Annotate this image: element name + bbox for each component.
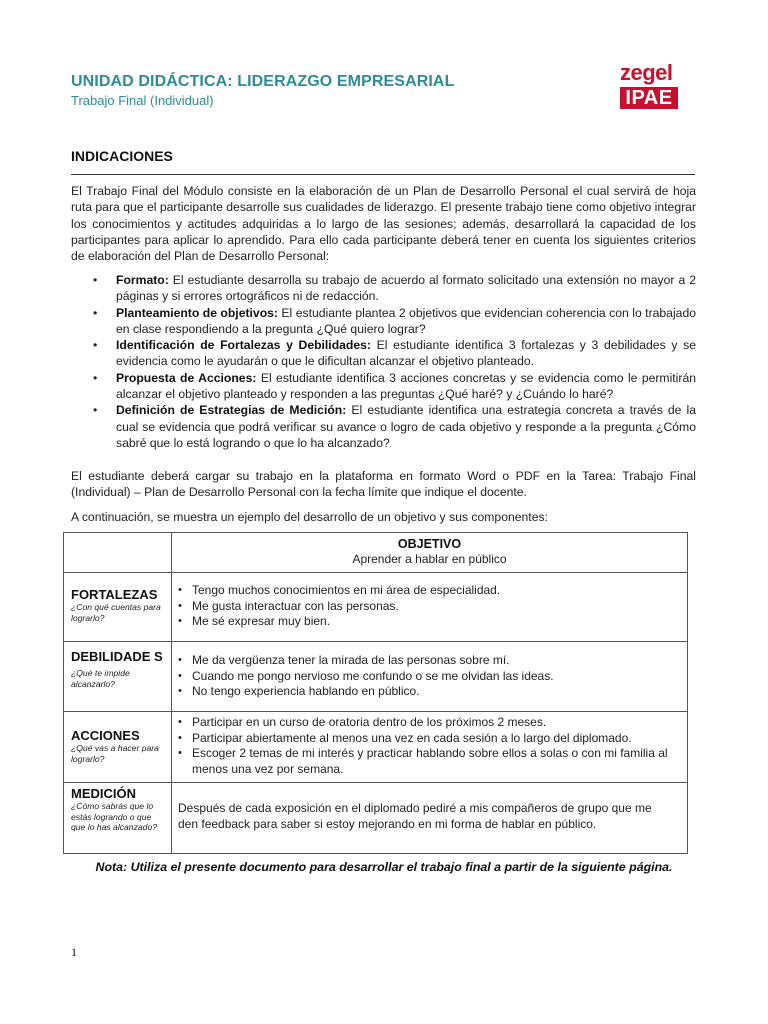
strengths-list [176, 583, 681, 630]
criteria-term: Propuesta de Acciones: [116, 370, 257, 385]
objective-example-table [63, 532, 688, 854]
row-label-cell [64, 573, 172, 642]
objective-cell [172, 533, 688, 573]
section-title: INDICACIONES [71, 148, 173, 164]
criteria-term: Planteamiento de objetivos: [116, 305, 278, 320]
section-divider [71, 174, 695, 175]
objective-label: OBJETIVO [397, 537, 462, 551]
criteria-list [93, 272, 696, 451]
criteria-text: El estudiante identifica 3 fortalezas y 3 debilidades y se evidencia como le ayudarán o que le dificultan alcanzar el objetivo planteado. [116, 338, 696, 369]
row-label: DEBILIDADE S [71, 649, 163, 664]
bullet-icon: • [178, 584, 182, 596]
row-label: MEDICIÓN [71, 786, 136, 801]
bullet-icon: • [178, 599, 182, 612]
bullet-icon: • [93, 338, 98, 353]
criteria-text: El estudiante desarrolla su trabajo de acuerdo al formato solicitado una extensión no mayor a 2 páginas y si errores ortográficos ni de redacción. [116, 273, 696, 304]
bullet-icon: • [178, 669, 182, 682]
row-label: FORTALEZAS [71, 587, 158, 602]
criteria-item [93, 272, 696, 305]
criteria-item [93, 370, 696, 403]
bullet-icon: • [178, 716, 182, 728]
bullet-icon: • [178, 731, 182, 744]
list-item: • Cuando me pongo nervioso me confundo o se me olvidan las ideas. [178, 668, 554, 683]
list-item: • Participar en un curso de oratoria dentro de los próximos 2 meses. [178, 715, 547, 729]
bullet-icon: • [93, 305, 98, 320]
row-hint: ¿Qué te impide alcanzarlo? [71, 668, 130, 689]
weaknesses-list [176, 653, 681, 700]
list-item: • Me gusta interactuar con las personas. [178, 598, 399, 613]
criteria-item [93, 337, 696, 370]
row-label-cell [64, 712, 172, 783]
criteria-text: El estudiante identifica 3 acciones concretas y se evidencia como le permitirán alcanzar el objetivo planteado y responden a las preguntas ¿Qué haré? y ¿Cuándo lo haré? [116, 370, 697, 402]
logo-wordmark: zegel [620, 60, 673, 85]
row-hint: ¿Con qué cuentas para lograrlo? [71, 602, 161, 623]
row-hint: ¿Qué vas a hacer para lograrlo? [71, 743, 159, 764]
list-item: • Me da vergüenza tener la mirada de las personas sobre mí. [178, 653, 510, 667]
criteria-item [93, 305, 696, 338]
bullet-icon: • [178, 654, 182, 666]
criteria-term: Identificación de Fortalezas y Debilidades: [116, 338, 371, 353]
footer-note: Nota: Utiliza el presente documento para desarrollar el trabajo final a partir de la siguiente página. [95, 860, 673, 874]
list-item: • No tengo experiencia hablando en público. [178, 684, 420, 699]
row-content-cell [172, 642, 688, 712]
criteria-text: El estudiante plantea 2 objetivos que evidencian coherencia con lo trabajado en clase respondiendo a la pregunta ¿Qué quiero lograr? [116, 305, 697, 336]
bullet-icon: • [93, 403, 98, 418]
row-content-cell [172, 573, 688, 642]
criteria-text: El estudiante identifica una estrategia concreta a través de la cual se evidencia que podrá verificar su avance o logro de cada objetivo y responde a la pregunta ¿Cómo sabré que lo está logrando o que lo ha alcanzado? [116, 403, 697, 450]
bullet-icon: • [178, 615, 182, 628]
row-label-cell [64, 642, 172, 712]
criteria-term: Definición de Estrategias de Medición: [116, 403, 347, 418]
row-label-cell [64, 783, 172, 854]
page-number: 1 [71, 945, 77, 959]
row-label: ACCIONES [71, 728, 140, 743]
objective-value: Aprender a hablar en público [352, 552, 507, 566]
zegel-ipae-logo [620, 62, 680, 109]
bullet-icon: • [178, 747, 182, 760]
list-item: • Participar abiertamente al menos una vez en cada sesión a lo largo del diplomado. [178, 730, 632, 745]
intro-paragraph: El Trabajo Final del Módulo consiste en la elaboración de un Plan de Desarrollo Personal el cual servirá de hoja ruta para que el participante desarrolle sus cualidades de liderazgo. El presente trabajo tiene como objetivo integrar los conocimientos y actitudes adquiridas a lo largo de las sesiones; además, desarrollará la capacidad de los participantes para aplicar lo aprendido. Para ello cada participante deberá tener en cuenta los siguientes criterios de elaboración del Plan de Desarrollo Personal: [71, 184, 696, 264]
actions-list [176, 715, 681, 777]
bullet-icon: • [93, 370, 98, 385]
list-item: • Tengo muchos conocimientos en mi área de especialidad. [178, 583, 501, 597]
row-content-cell [172, 783, 688, 854]
unit-subtitle: Trabajo Final (Individual) [71, 93, 214, 108]
list-item: • Me sé expresar muy bien. [178, 614, 331, 629]
unit-title: UNIDAD DIDÁCTICA: LIDERAZGO EMPRESARIAL [71, 73, 455, 90]
row-hint: ¿Cómo sabrás que lo estás logrando o que que lo has alcanzado? [71, 801, 158, 832]
criteria-term: Formato: [116, 273, 169, 287]
logo-badge: IPAE [620, 87, 678, 109]
bullet-icon: • [178, 685, 182, 698]
empty-corner-cell [64, 533, 172, 573]
bullet-icon: • [93, 273, 98, 287]
list-item: • Escoger 2 temas de mi interés y practicar hablando sobre ellos a solas o con mi familia al menos una vez por semana. [178, 746, 668, 776]
measurement-text: Después de cada exposición en el diplomado pediré a mis compañeros de grupo que me den feedback para saber si estoy mejorando en mi forma de hablar en público. [178, 801, 652, 831]
criteria-item [93, 402, 696, 451]
row-content-cell [172, 712, 688, 783]
upload-paragraph: El estudiante deberá cargar su trabajo en la plataforma en formato Word o PDF en la Tarea: Trabajo Final (Individual) – Plan de Desarrollo Personal con la fecha límite que indique el docente. [71, 469, 696, 500]
example-intro: A continuación, se muestra un ejemplo del desarrollo de un objetivo y sus componentes: [71, 510, 548, 524]
